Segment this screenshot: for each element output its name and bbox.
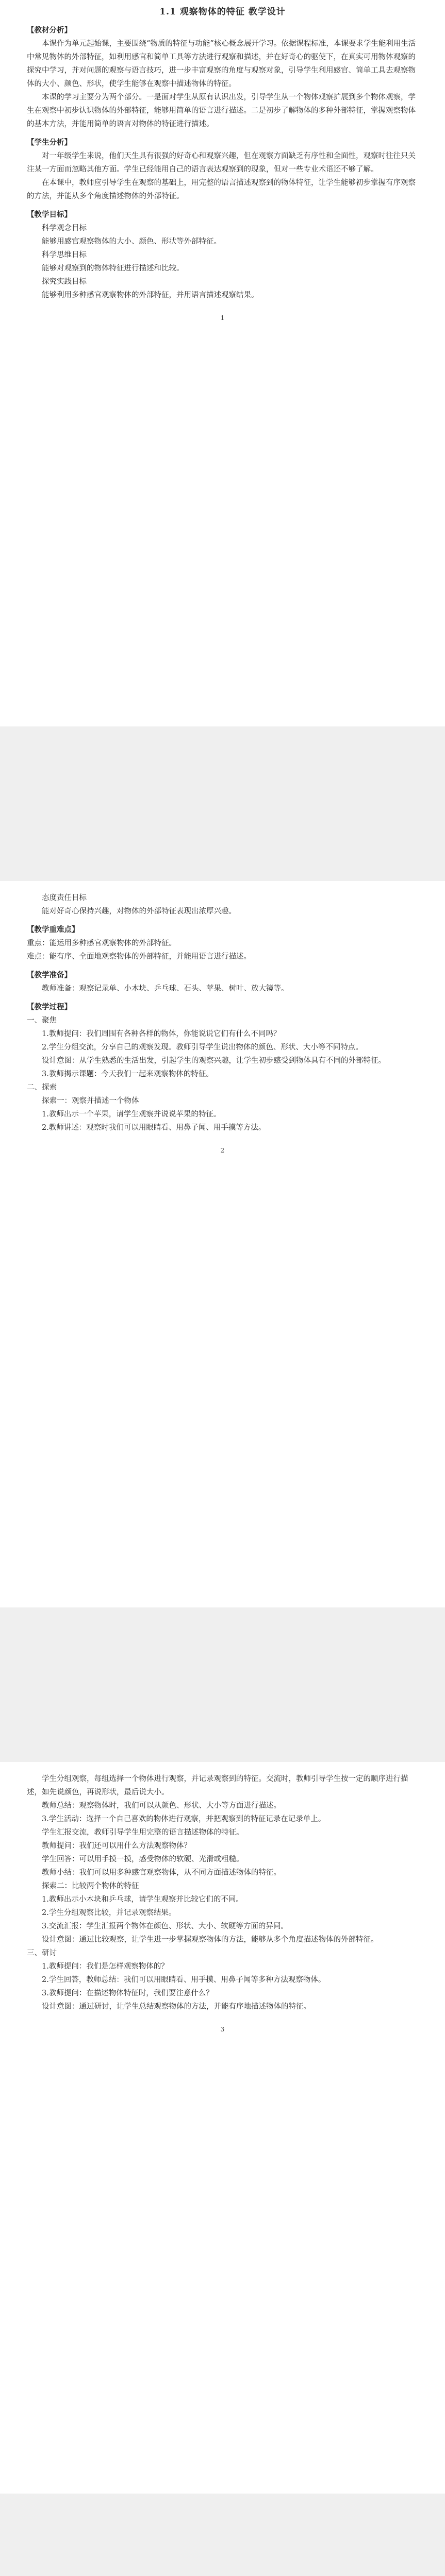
paragraph: 3.教师揭示课题：今天我们一起来观察物体的特征。 <box>42 1070 213 1078</box>
page-3 <box>0 1762 445 2494</box>
paragraph: 3.交流汇报：学生汇报两个物体在颜色、形状、大小、软硬等方面的异同。 <box>42 1922 288 1930</box>
paragraph: 1.教师出示小木块和乒乓球，请学生观察并比较它们的不同。 <box>42 1895 243 1904</box>
paragraph: 学生汇报交流，教师引导学生用完整的语言描述物体的特征。 <box>42 1828 244 1837</box>
page-number: 2 <box>220 1147 225 1154</box>
paragraph: 学生回答：可以用手摸一摸，感受物体的软硬、光滑或粗糙。 <box>42 1855 244 1863</box>
page-number: 1 <box>220 314 225 321</box>
paragraph: 1.教师出示一个苹果，请学生观察并说说苹果的特征。 <box>42 1110 221 1118</box>
page-number: 3 <box>220 2026 225 2033</box>
goal-text: 能够利用多种感官观察物体的外部特征，并用语言描述观察结果。 <box>42 291 259 299</box>
page-gap <box>0 1607 445 1762</box>
goal-text: 能对好奇心保持兴趣，对物体的外部特征表现出浓厚兴趣。 <box>42 907 236 916</box>
goal-text: 能够用感官观察物体的大小、颜色、形状等外部特征。 <box>42 238 221 246</box>
key-point: 重点：能运用多种感官观察物体的外部特征。 <box>27 939 176 947</box>
goal-heading: 态度责任目标 <box>42 894 87 902</box>
paragraph: 本课作为单元起始课，主要围绕“物质的特征与功能”核心概念展开学习。依据课程标准，本课要求学生能利用生活中常见物体的外部特征，如利用感官和简单工具等方法进行观察和描述，并在好奇心的驱使下，在真实可用物体观察的探究中学习，并对问题的观察与语言技巧，进一步丰富观察的角度与观察对象，引导学生利用感官、简单工具去观察物体的大小、颜色、形状，使学生能够在观察中描述物体的特征。 <box>27 40 416 88</box>
paragraph: 在本课中，教师应引导学生在观察的基础上，用完整的语言描述观察到的物体特征，让学生能够初步掌握有序观察的方法，并能从多个角度描述物体的外部特征。 <box>27 179 416 200</box>
paragraph: 教师提问：我们还可以用什么方法观察物体？ <box>42 1842 191 1850</box>
step-heading: 一、聚焦 <box>27 1016 57 1025</box>
page-2 <box>0 881 445 1607</box>
paragraph: 教师总结：观察物体时，我们可以从颜色、形状、大小等方面进行描述。 <box>42 1802 281 1810</box>
sub-heading: 探索二：比较两个物体的特征 <box>42 1882 139 1890</box>
section-textbook-heading: 【教材分析】 <box>27 26 72 35</box>
paragraph: 2.学生分组交流，分享自己的观察发现。教师引导学生说出物体的颜色、形状、大小等不同特点。 <box>42 1043 363 1052</box>
page-1 <box>0 0 445 726</box>
page-gap <box>0 2494 445 2576</box>
section-goal-heading: 【教学目标】 <box>27 210 72 219</box>
paragraph: 教师小结：我们可以用多种感官观察物体，从不同方面描述物体的特征。 <box>42 1869 281 1877</box>
step-heading: 三、研讨 <box>27 1949 57 1957</box>
paragraph: 1.教师提问：我们是怎样观察物体的？ <box>42 1962 169 1971</box>
section-student-heading: 【学生分析】 <box>27 138 72 147</box>
paragraph: 教师准备：观察记录单、小木块、乒乓球、石头、苹果、树叶、放大镜等。 <box>42 985 289 993</box>
sub-heading: 探索一：观察并描述一个物体 <box>42 1097 139 1105</box>
paragraph: 学生分组观察，每组选择一个物体进行观察，并记录观察到的特征。交流时，教师引导学生按一定的顺序进行描述，如先说颜色，再说形状，最后说大小。 <box>27 1775 408 1797</box>
paragraph: 2.教师讲述：观察时我们可以用眼睛看、用鼻子闻、用手摸等方法。 <box>42 1124 266 1132</box>
goal-heading: 科学思维目标 <box>42 251 87 259</box>
paragraph: 2.学生分组观察比较，并记录观察结果。 <box>42 1909 176 1917</box>
paragraph: 3.教师提问：在描述物体特征时，我们要注意什么？ <box>42 1989 213 1997</box>
section-key-heading: 【教学重难点】 <box>27 925 79 934</box>
document-title: 1.1 观察物体的特征 教学设计 <box>159 7 286 17</box>
step-heading: 二、探索 <box>27 1083 57 1092</box>
goal-heading: 科学观念目标 <box>42 224 87 232</box>
paragraph: 本课的学习主要分为两个部分。一是面对学生从原有认识出发，引导学生从一个物体观察扩展到多个物体观察，学生在观察中初步认识物体的外部特征，能够用简单的语言进行描述。二是初步了解物体的多种外部特征，掌握观察物体的基本方法，并能用简单的语言对物体的特征进行描述。 <box>27 93 416 128</box>
goal-heading: 探究实践目标 <box>42 278 87 286</box>
goal-text: 能够对观察到的物体特征进行描述和比较。 <box>42 264 184 273</box>
paragraph: 设计意图：通过研讨，让学生总结观察物体的方法，并能有序地描述物体的特征。 <box>42 2003 311 2011</box>
section-process-heading: 【教学过程】 <box>27 1003 72 1011</box>
page-gap <box>0 726 445 881</box>
paragraph: 3.学生活动：选择一个自己喜欢的物体进行观察，并把观察到的特征记录在记录单上。 <box>42 1815 326 1823</box>
paragraph: 设计意图：从学生熟悉的生活出发，引起学生的观察兴趣，让学生初步感受到物体具有不同的外部特征。 <box>42 1057 386 1065</box>
section-prep-heading: 【教学准备】 <box>27 971 72 979</box>
paragraph: 1.教师提问：我们周围有各种各样的物体，你能说说它们有什么不同吗？ <box>42 1030 281 1038</box>
paragraph: 设计意图：通过比较观察，让学生进一步掌握观察物体的方法，能够从多个角度描述物体的外部特征。 <box>42 1936 378 1944</box>
paragraph: 对一年级学生来说，他们天生具有很强的好奇心和观察兴趣，但在观察方面缺乏有序性和全面性，观察时往往只关注某一方面而忽略其他方面。学生已经能用自己的语言表达观察到的现象，但对一些专业术语还不够了解。 <box>27 152 416 174</box>
difficult-point: 难点：能有序、全面地观察物体的外部特征，并能用语言进行描述。 <box>27 953 251 961</box>
paragraph: 2.学生回答，教师总结：我们可以用眼睛看、用手摸、用鼻子闻等多种方法观察物体。 <box>42 1976 326 1984</box>
